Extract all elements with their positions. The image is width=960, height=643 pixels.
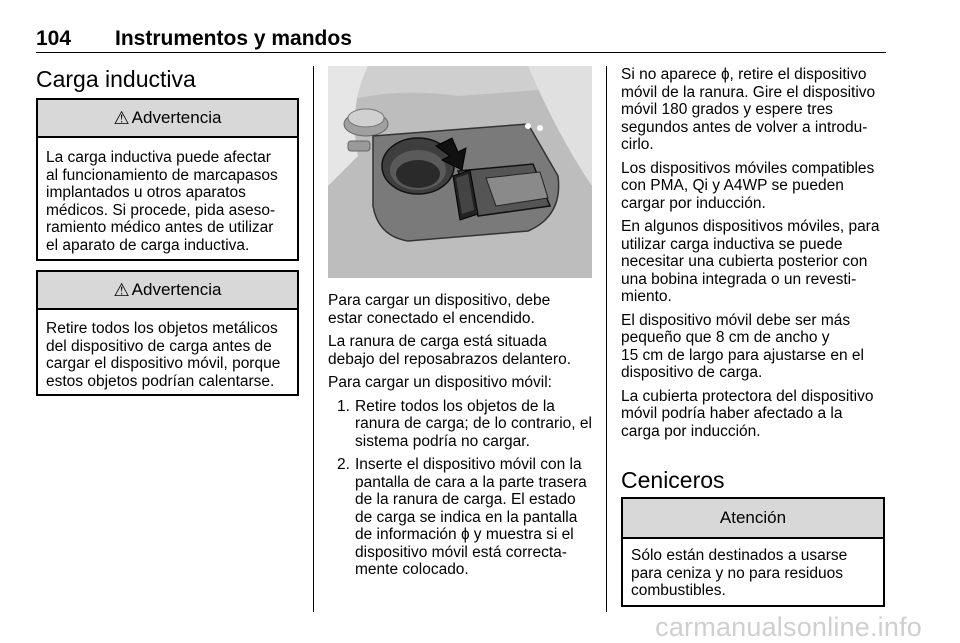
warning-body: La carga inductiva puede afectar al funcionamiento de marcapasos implantados u otros aparatos médicos. Si procede, pida aseso- ramiento médico antes de utilizar el aparato de carga inductiva. [46,149,278,254]
column-divider-left [313,66,314,612]
warning-box-pacemaker [36,98,299,261]
section-title-carga-inductiva: Carga inductiva [36,66,196,92]
section-title-ceniceros: Ceniceros [621,467,725,493]
steps-list [328,398,598,579]
notice-title: Atención [719,508,787,527]
paragraph: Los dispositivos móviles compatibles con PMA, Qi y A4WP se pueden cargar por inducción. [621,159,875,212]
notice-box-header [623,499,883,539]
console-illustration [328,66,592,278]
warning-triangle-icon: ⚠ [113,107,130,128]
notice-body: Sólo están destinados a usarse para ceniza y no para residuos combustibles. [631,547,848,599]
charging-slot-illustration [328,66,592,278]
chapter-title: Instrumentos y mandos [115,27,352,50]
paragraph: La ranura de carga está situada debajo del reposabrazos delantero. [328,333,572,368]
warning-box-header [38,272,297,310]
page-header [36,28,886,50]
warning-title: Advertencia [131,108,222,127]
list-item: 2. Inserte el dispositivo móvil con la pantalla de cara a la parte trasera de la ranura de carga. El estado de carga se indica en la pantalla de información ɸ y muestra si el dispositivo móvil está correcta- mente colocado. [337,456,587,578]
page-number: 104 [36,27,72,50]
paragraph: La cubierta protectora del dispositivo móvil podría haber afectado a la carga por inducción. [621,387,874,440]
watermark: carmanualsonline.info [655,612,922,642]
warning-triangle-icon: ⚠ [113,279,130,300]
paragraph: El dispositivo móvil debe ser más pequeño que 8 cm de ancho y 15 cm de largo para ajustarse en el dispositivo de carga. [621,311,864,381]
warning-body: Retire todos los objetos metálicos del dispositivo de carga antes de cargar el dispositivo móvil, porque estos objetos podrían calentarse. [46,320,281,390]
warning-box-header [38,100,297,138]
paragraph: Para cargar un dispositivo móvil: [328,374,552,391]
right-column-text [621,66,891,446]
paragraph: En algunos dispositivos móviles, para utilizar carga inductiva se puede necesitar una cubierta posterior con una bobina integrada o un revesti- miento. [621,218,880,305]
paragraph: Para cargar un dispositivo, debe estar conectado el encendido. [328,292,551,327]
notice-box-ashtray [621,497,885,607]
middle-column-text [328,292,598,585]
warning-title: Advertencia [131,280,222,299]
list-item: 1. Retire todos los objetos de la ranura de carga; de lo contrario, el sistema podría no cargar. [337,397,592,450]
paragraph: Si no aparece ɸ, retire el dispositivo móvil de la ranura. Gire el dispositivo móvil 180 grados y espere tres segundos antes de volver a introdu- cirlo. [621,66,876,153]
header-rule [36,52,886,53]
warning-box-metal-objects [36,270,299,396]
column-divider-right [606,66,607,612]
